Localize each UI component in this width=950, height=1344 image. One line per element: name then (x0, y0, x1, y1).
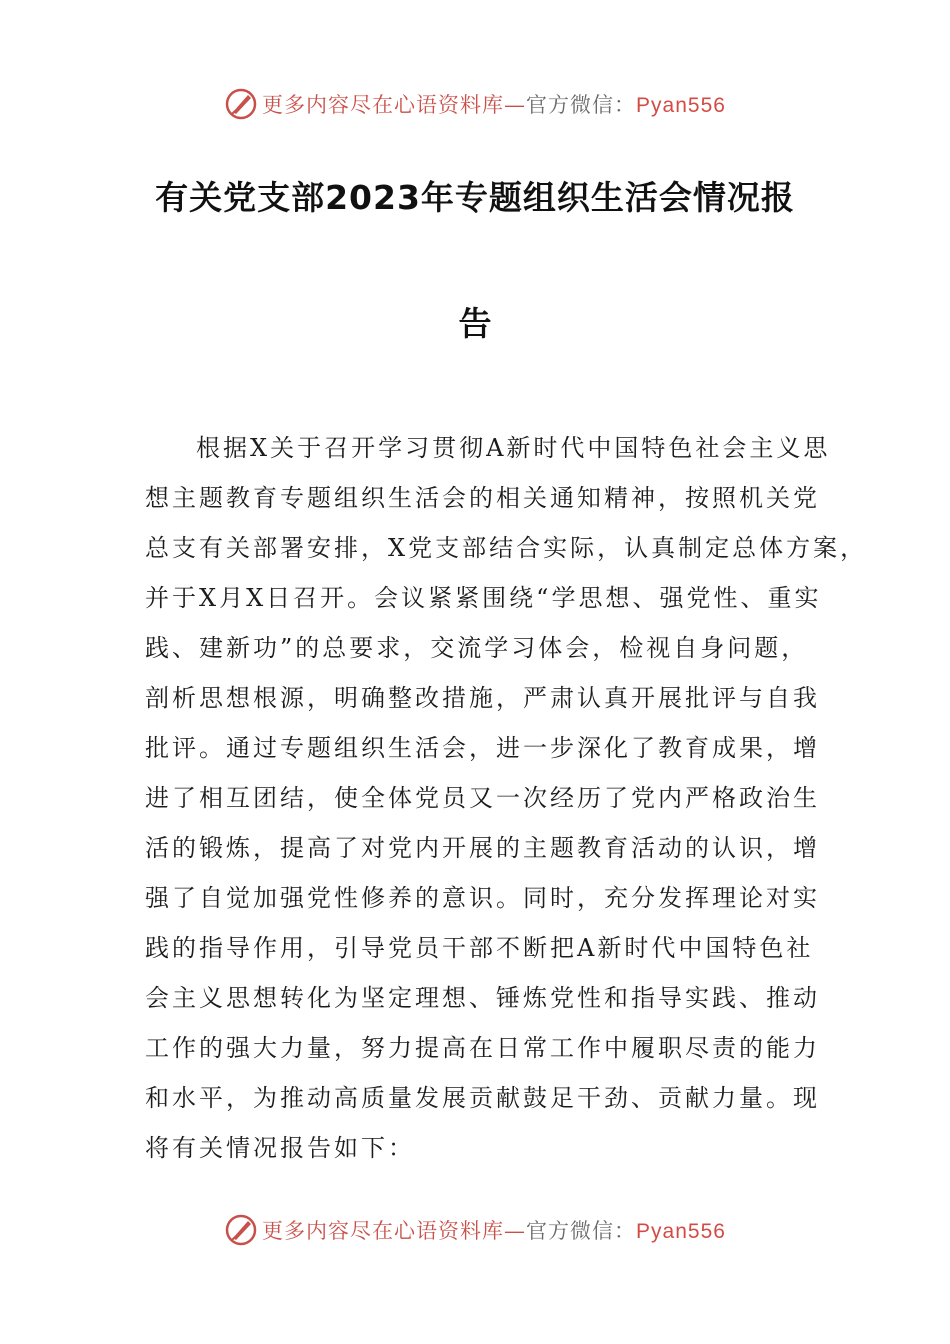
watermark-wechat-id: Pyan556 (636, 1220, 726, 1243)
body-line: 进了相互团结，使全体党员又一次经历了党内严格政治生 (145, 784, 820, 812)
watermark-header (0, 84, 950, 124)
body-line: 践、建新功”的总要求，交流学习体会，检视自身问题， (145, 634, 809, 662)
watermark-text (262, 1215, 726, 1245)
watermark-wechat-label: 官方微信： (526, 93, 637, 117)
body-line: 并于X月X日召开。会议紧紧围绕“学思想、强党性、重实 (145, 584, 822, 612)
body-line: 剖析思想根源，明确整改措施，严肃认真开展批评与自我 (145, 684, 820, 712)
document-title-line-2: 告 (458, 304, 492, 343)
body-line: 将有关情况报告如下： (145, 1134, 415, 1162)
document-title-line-1: 有关党支部2023年专题组织生活会情况报 (155, 178, 795, 217)
body-line: 会主义思想转化为坚定理想、锤炼党性和指导实践、推动 (145, 984, 820, 1012)
watermark-footer (0, 1210, 950, 1250)
watermark-brand: 更多内容尽在心语资料库 (262, 1219, 505, 1243)
body-line: 践的指导作用，引导党员干部不断把A新时代中国特色社 (145, 934, 814, 962)
watermark-wechat-id: Pyan556 (636, 94, 726, 117)
watermark-dash: — (504, 1219, 527, 1243)
body-line: 批评。通过专题组织生活会，进一步深化了教育成果，增 (145, 734, 820, 762)
quill-logo-icon (224, 1213, 258, 1247)
watermark-brand: 更多内容尽在心语资料库 (262, 93, 505, 117)
body-paragraph (145, 428, 868, 1178)
body-line: 想主题教育专题组织生活会的相关通知精神，按照机关党 (145, 484, 820, 512)
body-line: 工作的强大力量，努力提高在日常工作中履职尽责的能力 (145, 1034, 820, 1062)
watermark-wechat-label: 官方微信： (526, 1219, 637, 1243)
body-line: 强了自觉加强党性修养的意识。同时，充分发挥理论对实 (145, 884, 820, 912)
body-line: 和水平，为推动高质量发展贡献鼓足干劲、贡献力量。现 (145, 1084, 820, 1112)
body-line: 根据X关于召开学习贯彻A新时代中国特色社会主义思 (196, 434, 831, 462)
body-line: 总支有关部署安排，X党支部结合实际，认真制定总体方案， (145, 534, 868, 562)
quill-logo-icon (224, 87, 258, 121)
body-line: 活的锻炼，提高了对党内开展的主题教育活动的认识，增 (145, 834, 820, 862)
watermark-dash: — (504, 93, 527, 117)
watermark-text (262, 89, 726, 119)
